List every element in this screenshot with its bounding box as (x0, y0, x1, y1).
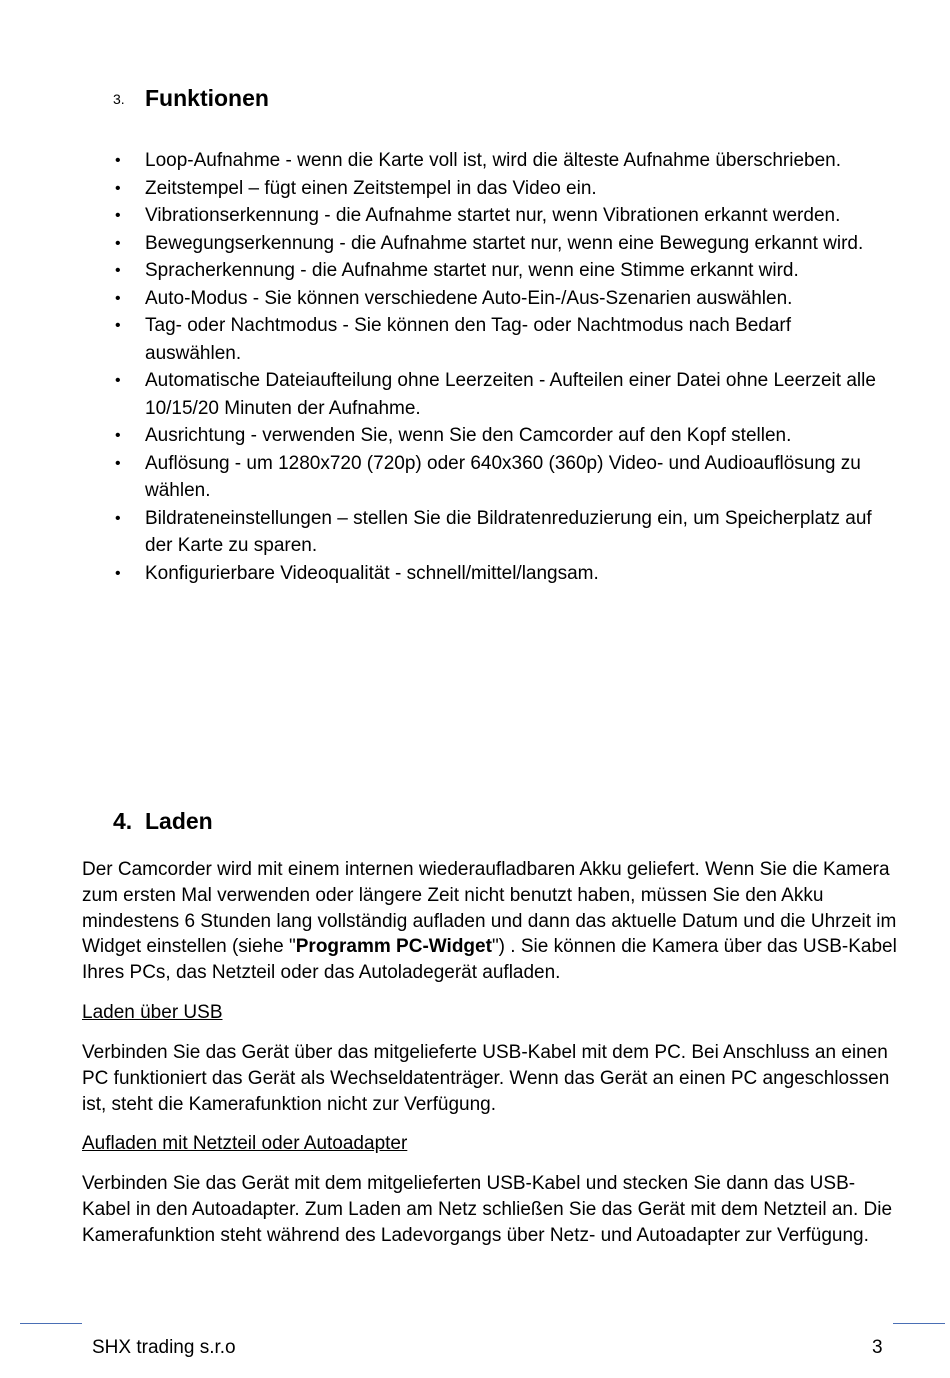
bullet-icon: • (115, 207, 121, 224)
usb-heading: Laden über USB (82, 1002, 223, 1023)
list-item (0, 175, 890, 203)
usb-paragraph: Verbinden Sie das Gerät über das mitgelieferte USB-Kabel mit dem PC. Bei Anschluss an einen PC funktioniert das Gerät als Wechseldatenträger. Wenn das Gerät an einen PC angeschlossen ist, steht die Kamerafunktion nicht zur Verfügung. (82, 1042, 890, 1115)
bullet-icon: • (115, 427, 121, 444)
list-item (0, 312, 890, 367)
list-item-text: Auflösung - um 1280x720 (720p) oder 640x360 (360p) Video- und Audioauflösung zu wählen. (145, 452, 861, 501)
charging-intro-paragraph (82, 857, 902, 986)
list-item (0, 422, 890, 450)
bullet-icon: • (115, 317, 121, 334)
adapter-paragraph: Verbinden Sie das Gerät mit dem mitgelieferten USB-Kabel und stecken Sie dann das USB-Kabel in den Autoadapter. Zum Laden am Netz schließen Sie das Gerät mit dem Netzteil an. Die Kamerafunktion steht während des Ladevorgangs über Netz- und Autoadapter zur Verfügung. (82, 1173, 893, 1246)
list-item-text: Bildrateneinstellungen – stellen Sie die Bildratenreduzierung ein, um Speicherplatz auf der Karte zu sparen. (145, 507, 872, 556)
list-item (0, 367, 890, 422)
list-item-text: Automatische Dateiaufteilung ohne Leerzeiten - Aufteilen einer Datei ohne Leerzeit alle 10/15/20 Minuten der Aufnahme. (145, 370, 876, 419)
list-item (0, 230, 890, 258)
intro-bold-reference: Programm PC-Widget (295, 936, 492, 958)
bullet-icon: • (115, 234, 121, 252)
adapter-heading: Aufladen mit Netzteil oder Autoadapter (82, 1133, 408, 1154)
footer-divider-right (893, 1323, 945, 1324)
bullet-icon: • (115, 372, 121, 389)
intro-text-part2: ") . Sie können die Kamera über das USB-Kabel Ihres PCs, das Netzteil oder das Autoladegerät aufladen. (82, 936, 897, 984)
list-item (0, 147, 890, 175)
section-4-number: 4. (113, 808, 133, 834)
list-item-text: Loop-Aufnahme - wenn die Karte voll ist, wird die älteste Aufnahme überschrieben. (145, 150, 842, 171)
list-item-text: Spracherkennung - die Aufnahme startet nur, wenn eine Stimme erkannt wird. (145, 260, 799, 281)
list-item-text: Ausrichtung - verwenden Sie, wenn Sie den Camcorder auf den Kopf stellen. (145, 425, 792, 446)
page-number: 3 (872, 1337, 883, 1358)
bullet-icon: • (115, 289, 121, 307)
footer-company: SHX trading s.r.o (92, 1337, 236, 1358)
section-4-title: Laden (145, 808, 213, 834)
feature-list (0, 147, 950, 587)
bullet-icon: • (115, 454, 121, 472)
section-3-number: 3. (113, 91, 125, 107)
list-item-text: Bewegungserkennung - die Aufnahme startet nur, wenn eine Bewegung erkannt wird. (145, 232, 864, 254)
list-item-text: Tag- oder Nachtmodus - Sie können den Tag- oder Nachtmodus nach Bedarf auswählen. (145, 315, 792, 364)
footer-divider-left (20, 1323, 82, 1324)
list-item-text: Auto-Modus - Sie können verschiedene Auto-Ein-/Aus-Szenarien auswählen. (145, 287, 793, 309)
list-item-text: Konfigurierbare Videoqualität - schnell/mittel/langsam. (145, 562, 599, 584)
bullet-icon: • (115, 179, 121, 197)
list-item (0, 257, 890, 285)
bullet-icon: • (115, 152, 121, 169)
bullet-icon: • (115, 564, 121, 582)
section-3-title: Funktionen (145, 85, 269, 111)
list-item (0, 450, 890, 505)
list-item (0, 560, 890, 588)
list-item-text: Vibrationserkennung - die Aufnahme startet nur, wenn Vibrationen erkannt werden. (145, 205, 841, 226)
list-item (0, 285, 890, 313)
list-item (0, 202, 890, 230)
list-item-text: Zeitstempel – fügt einen Zeitstempel in das Video ein. (145, 177, 597, 199)
bullet-icon: • (115, 262, 121, 279)
intro-text-part1: Der Camcorder wird mit einem internen wiederaufladbaren Akku geliefert. Wenn Sie die Kamera zum ersten Mal verwenden oder längere Zeit nicht benutzt haben, müssen Sie den Akku mindestens 6 Stunden lang vollständig aufladen und dann das aktuelle Datum und die Uhrzeit im Widget einstellen (siehe " (82, 859, 897, 958)
bullet-icon: • (115, 509, 121, 527)
list-item (0, 505, 890, 560)
